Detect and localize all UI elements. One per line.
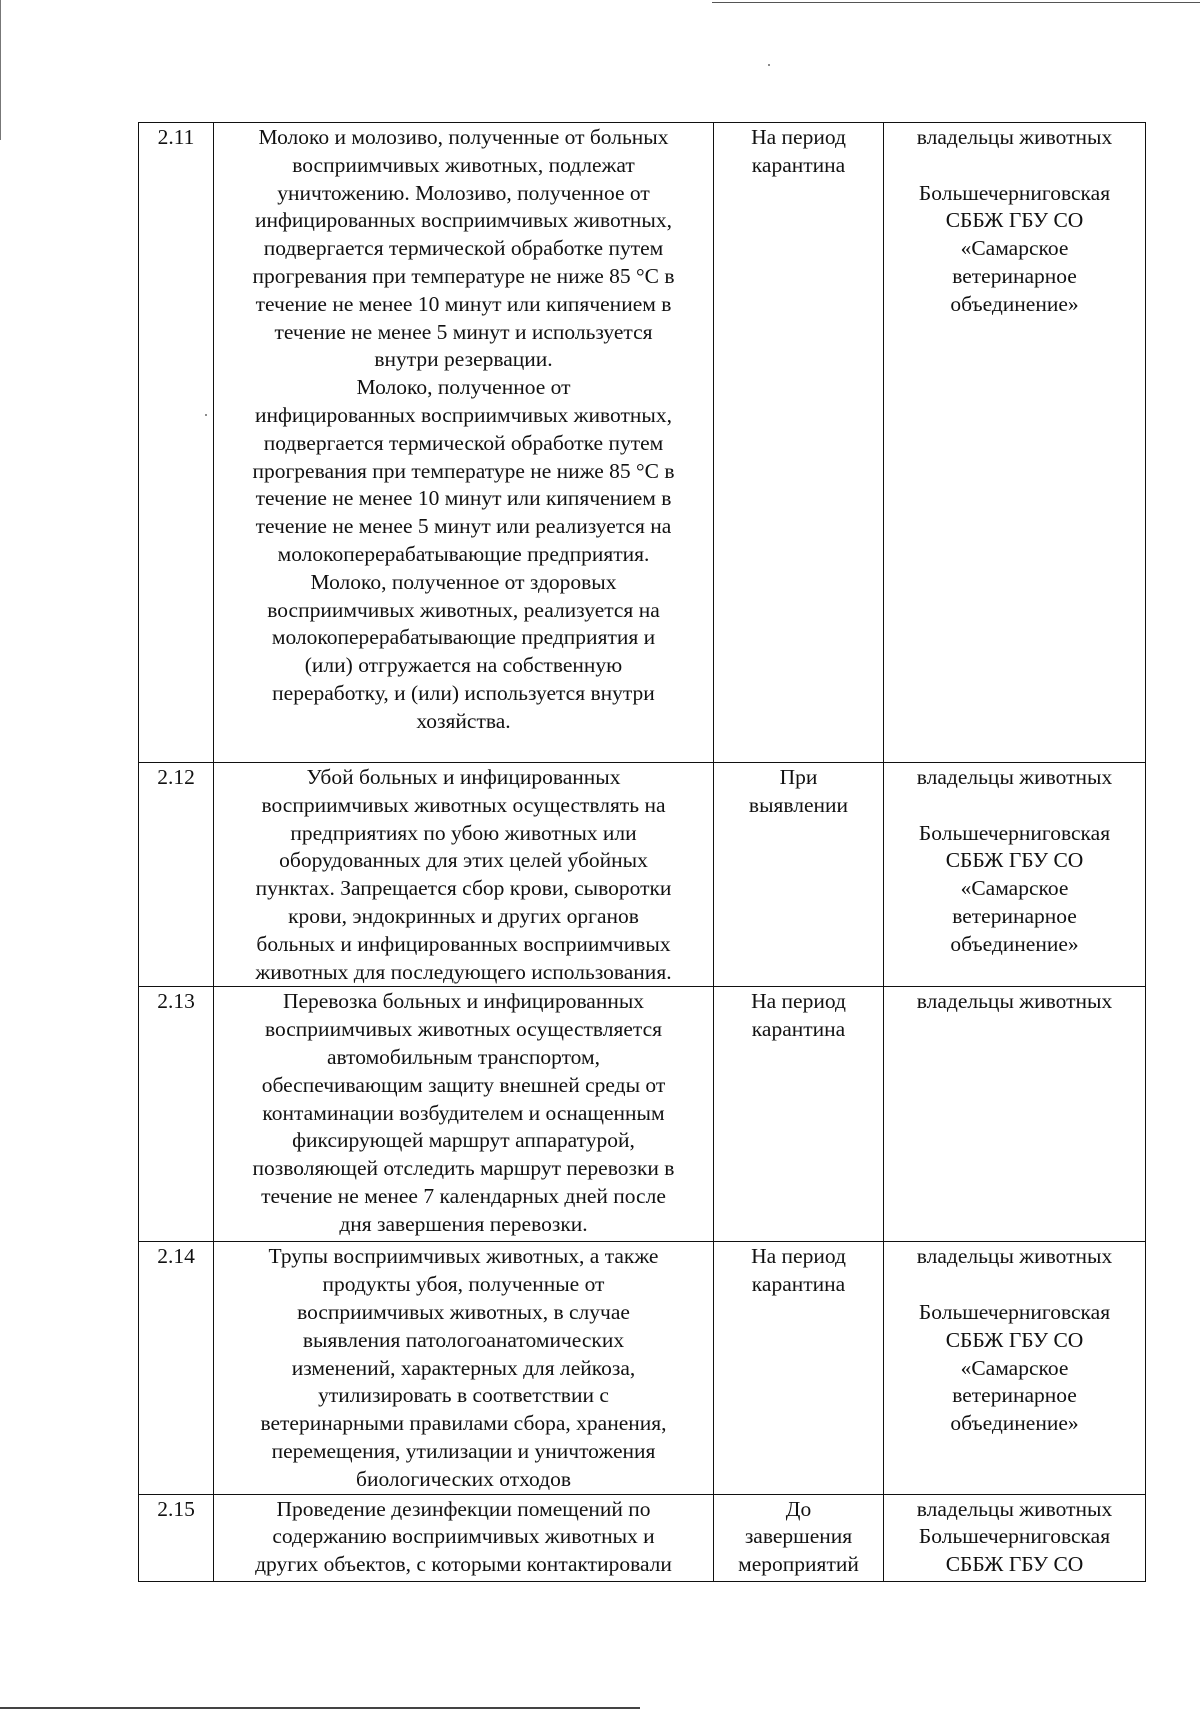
measure-period: На период карантина [714,1242,884,1494]
measure-responsible: владельцы животных Большечерниговская СББЖ ГБУ СО [884,1494,1146,1581]
measure-description: Трупы восприимчивых животных, а также продукты убоя, полученные от восприимчивых животных, в случае выявления патологоанатомических изменений, характерных для лейкоза, утилизировать в соответствии с ветеринарными правилами сбора, хранения, перемещения, утилизации и уничтожения биологических отходов [214,1242,714,1494]
table-row [139,1242,1146,1494]
item-number: 2.12 [139,763,214,987]
measure-description: Перевозка больных и инфицированных восприимчивых животных осуществляется автомобильным транспортом, обеспечивающим защиту внешней среды от контаминации возбудителем и оснащенным фиксирующей маршрут аппаратурой, позволяющей отследить маршрут перевозки в течение не менее 7 календарных дней после дня завершения перевозки. [214,987,714,1242]
measure-responsible: владельцы животных Большечерниговская СББЖ ГБУ СО «Самарское ветеринарное объединение» [884,1242,1146,1494]
item-number: 2.15 [139,1494,214,1581]
table-row [139,987,1146,1242]
scan-edge-bottom [0,1707,640,1709]
scan-edge-left [0,0,1,140]
measures-table [138,122,1146,1582]
measure-description: Молоко и молозиво, полученные от больных восприимчивых животных, подлежат уничтожению. Молозиво, полученное от инфицированных восприимчивых животных, подвергается термической обработке путем прогревания при температуре не ниже 85 °С в течение не менее 10 минут или кипячением в течение не менее 5 минут и используется внутри резервации. Молоко, полученное от инфицированных восприимчивых животных, подвергается термической обработке путем прогревания при температуре не ниже 85 °С в течение не менее 10 минут или кипячением в течение не менее 5 минут или реализуется на молокоперерабатывающие предприятия. Молоко, полученное от здоровых восприимчивых животных, реализуется на молокоперерабатывающие предприятия и (или) отгружается на собственную переработку, и (или) используется внутри хозяйства. [214,123,714,763]
measure-description: Убой больных и инфицированных восприимчивых животных осуществлять на предприятиях по убою животных или оборудованных для этих целей убойных пунктах. Запрещается сбор крови, сыворотки крови, эндокринных и других органов больных и инфицированных восприимчивых животных для последующего использования. [214,763,714,987]
item-number: 2.14 [139,1242,214,1494]
measure-period: При выявлении [714,763,884,987]
scan-speck [768,64,770,66]
measure-responsible: владельцы животных [884,987,1146,1242]
measure-period: На период карантина [714,987,884,1242]
measure-period: На период карантина [714,123,884,763]
measure-period: До завершения мероприятий [714,1494,884,1581]
table-row [139,1494,1146,1581]
item-number: 2.11 [139,123,214,763]
scan-edge-top [712,2,1200,3]
measure-responsible: владельцы животных Большечерниговская СББЖ ГБУ СО «Самарское ветеринарное объединение» [884,123,1146,763]
measure-description: Проведение дезинфекции помещений по содержанию восприимчивых животных и других объектов, с которыми контактировали [214,1494,714,1581]
measure-responsible: владельцы животных Большечерниговская СББЖ ГБУ СО «Самарское ветеринарное объединение» [884,763,1146,987]
table-row [139,123,1146,763]
table-row [139,763,1146,987]
item-number: 2.13 [139,987,214,1242]
